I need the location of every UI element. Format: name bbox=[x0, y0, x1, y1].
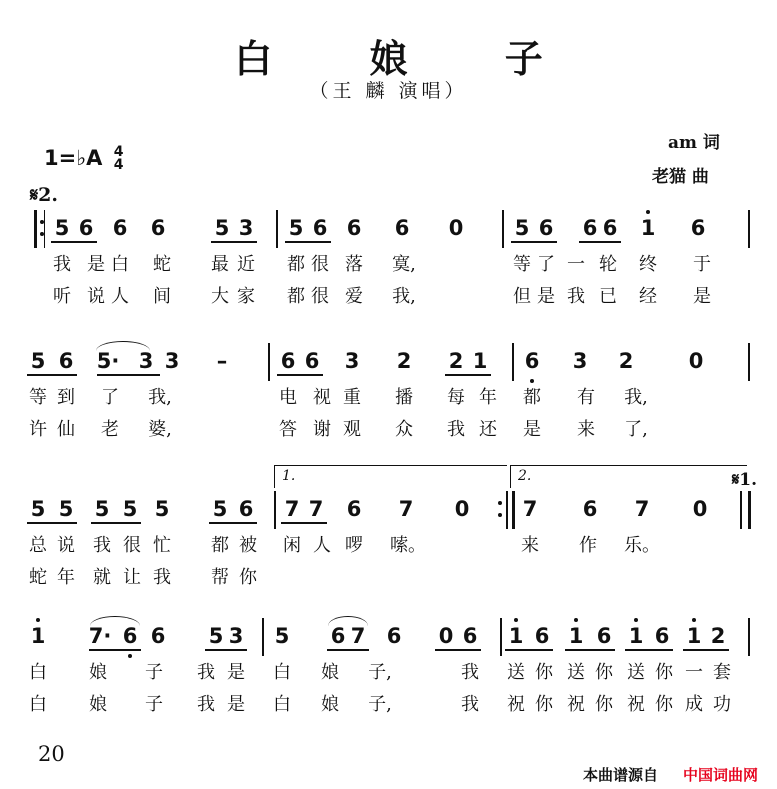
lyric-verse-1: 被 bbox=[239, 535, 257, 556]
lyric-verse-2: 许 bbox=[29, 419, 47, 440]
lyric-verse-1: 总 bbox=[29, 535, 47, 556]
note: 6 bbox=[582, 216, 598, 240]
lyric-verse-1: 嗦。 bbox=[390, 535, 426, 556]
note: 5 bbox=[212, 497, 228, 521]
lyric-verse-2: 我 bbox=[447, 419, 465, 440]
lyric-verse-1: 我 bbox=[197, 662, 215, 683]
lyric-verse-2: 白 bbox=[29, 694, 47, 715]
lyric-verse-1: 来 bbox=[521, 535, 539, 556]
note: 0 bbox=[454, 497, 470, 521]
lyric-verse-1: 人 bbox=[313, 535, 331, 556]
lyricist-credit: am 词 bbox=[668, 133, 720, 153]
note: 0 bbox=[438, 624, 454, 648]
lyric-verse-2: 已 bbox=[599, 286, 617, 307]
note: 6 bbox=[112, 216, 128, 240]
lyric-verse-2: 我 bbox=[197, 694, 215, 715]
beam-underline bbox=[565, 649, 615, 651]
beam-underline bbox=[281, 522, 327, 524]
note: 7 bbox=[308, 497, 324, 521]
barline bbox=[276, 210, 278, 248]
note: 3 bbox=[138, 349, 154, 373]
note: 6 bbox=[534, 624, 550, 648]
barline bbox=[262, 618, 264, 656]
lyric-verse-1: 都 bbox=[523, 387, 541, 408]
note: 6 bbox=[122, 624, 138, 648]
lyric-verse-2: 经 bbox=[639, 286, 657, 307]
note: 0 bbox=[448, 216, 464, 240]
octave-dot-high bbox=[692, 618, 696, 622]
page-number: 20 bbox=[38, 742, 65, 766]
lyric-verse-1: 乐。 bbox=[624, 535, 660, 556]
second-ending-bracket bbox=[510, 465, 747, 488]
note: 7 bbox=[634, 497, 650, 521]
lyric-verse-2: 仙 bbox=[57, 419, 75, 440]
note: 5 bbox=[94, 497, 110, 521]
barline bbox=[268, 343, 270, 381]
note: 6 bbox=[602, 216, 618, 240]
note: 5 bbox=[154, 497, 170, 521]
source-label: 本曲谱源自 bbox=[583, 766, 659, 784]
tie-slur bbox=[90, 616, 140, 626]
key-signature bbox=[44, 146, 123, 172]
beam-underline bbox=[27, 374, 77, 376]
beam-underline bbox=[445, 374, 491, 376]
barline bbox=[748, 343, 750, 381]
lyric-verse-2: 蛇 bbox=[29, 567, 47, 588]
lyric-verse-2: 娘 bbox=[321, 694, 339, 715]
lyric-verse-1: 终 bbox=[639, 254, 657, 275]
note: 6 bbox=[462, 624, 478, 648]
lyric-verse-1: 了 bbox=[101, 387, 119, 408]
note: 0 bbox=[692, 497, 708, 521]
note: 1 bbox=[628, 624, 644, 648]
lyric-verse-1: 寞, bbox=[392, 254, 416, 275]
beam-underline bbox=[277, 374, 323, 376]
note: 5· bbox=[96, 349, 120, 373]
lyric-verse-1: 是 bbox=[87, 254, 105, 275]
lyric-verse-1: 一 bbox=[685, 662, 703, 683]
barline bbox=[44, 210, 45, 248]
octave-dot-low bbox=[530, 379, 534, 383]
note: 2 bbox=[448, 349, 464, 373]
lyric-verse-2: 还 bbox=[479, 419, 497, 440]
note: 1 bbox=[640, 216, 656, 240]
lyric-verse-2: 是 bbox=[523, 419, 541, 440]
beam-underline bbox=[435, 649, 481, 651]
beam-underline bbox=[285, 241, 331, 243]
barline bbox=[34, 210, 37, 248]
note: 3 bbox=[238, 216, 254, 240]
lyric-verse-2: 年 bbox=[57, 567, 75, 588]
note: 7 bbox=[522, 497, 538, 521]
lyric-verse-1: 我, bbox=[148, 387, 172, 408]
repeat-dot bbox=[498, 513, 502, 517]
note: 1 bbox=[686, 624, 702, 648]
lyric-verse-1: 子, bbox=[368, 662, 392, 683]
lyric-verse-2: 你 bbox=[655, 694, 673, 715]
lyric-verse-1: 等 bbox=[29, 387, 47, 408]
composer-credit: 老猫 曲 bbox=[652, 167, 709, 187]
lyric-verse-1: 忙 bbox=[153, 535, 171, 556]
lyric-verse-2: 就 bbox=[93, 567, 111, 588]
note: 5 bbox=[54, 216, 70, 240]
lyric-verse-1: 最 bbox=[211, 254, 229, 275]
lyric-verse-2: 子, bbox=[368, 694, 392, 715]
note: 6 bbox=[524, 349, 540, 373]
lyric-verse-1: 你 bbox=[535, 662, 553, 683]
second-ending-number: 2. bbox=[518, 468, 532, 484]
beam-underline bbox=[205, 649, 247, 651]
lyric-verse-2: 你 bbox=[595, 694, 613, 715]
note: 5 bbox=[30, 349, 46, 373]
note: 1 bbox=[30, 624, 46, 648]
octave-dot-high bbox=[634, 618, 638, 622]
beam-underline bbox=[51, 241, 97, 243]
octave-dot-high bbox=[646, 210, 650, 214]
barline bbox=[512, 343, 514, 381]
lyric-verse-1: 有 bbox=[577, 387, 595, 408]
lyric-verse-1: 说 bbox=[57, 535, 75, 556]
note: 3 bbox=[228, 624, 244, 648]
note: 7 bbox=[398, 497, 414, 521]
lyric-verse-1: 年 bbox=[479, 387, 497, 408]
note: 5 bbox=[122, 497, 138, 521]
lyric-verse-2: 家 bbox=[237, 286, 255, 307]
lyric-verse-2: 成 bbox=[685, 694, 703, 715]
lyric-verse-1: 了 bbox=[537, 254, 555, 275]
lyric-verse-2: 让 bbox=[123, 567, 141, 588]
lyric-verse-1: 啰 bbox=[345, 535, 363, 556]
lyric-verse-1: 子 bbox=[145, 662, 163, 683]
beam-underline bbox=[579, 241, 621, 243]
singer-credit: （王 麟 演唱） bbox=[309, 80, 468, 102]
note: 6 bbox=[58, 349, 74, 373]
lyric-verse-2: 了, bbox=[624, 419, 648, 440]
lyric-verse-2: 你 bbox=[535, 694, 553, 715]
note: 5 bbox=[514, 216, 530, 240]
note: 6 bbox=[386, 624, 402, 648]
lyric-verse-1: 套 bbox=[713, 662, 731, 683]
note: 5 bbox=[208, 624, 224, 648]
lyric-verse-1: 你 bbox=[655, 662, 673, 683]
lyric-verse-2: 众 bbox=[395, 419, 413, 440]
lyric-verse-1: 送 bbox=[567, 662, 585, 683]
lyric-verse-1: 是 bbox=[227, 662, 245, 683]
lyric-verse-1: 我, bbox=[624, 387, 648, 408]
note: 6 bbox=[654, 624, 670, 648]
barline bbox=[748, 491, 751, 529]
lyric-verse-1: 娘 bbox=[89, 662, 107, 683]
note: 6 bbox=[346, 216, 362, 240]
repeat-dot bbox=[40, 232, 44, 236]
lyric-verse-1: 于 bbox=[693, 254, 711, 275]
lyric-verse-1: 电 bbox=[279, 387, 297, 408]
time-top: 4 bbox=[113, 144, 124, 160]
lyric-verse-1: 都 bbox=[287, 254, 305, 275]
beam-underline bbox=[89, 649, 141, 651]
lyric-verse-1: 一 bbox=[567, 254, 585, 275]
note: 5 bbox=[214, 216, 230, 240]
note: 7 bbox=[350, 624, 366, 648]
beam-underline bbox=[511, 241, 557, 243]
lyric-verse-2: 祝 bbox=[507, 694, 525, 715]
note: 6 bbox=[330, 624, 346, 648]
lyric-verse-1: 视 bbox=[313, 387, 331, 408]
beam-underline bbox=[97, 374, 160, 376]
note: 6 bbox=[394, 216, 410, 240]
lyric-verse-2: 人 bbox=[111, 286, 129, 307]
segno-end-sign: 𝄋1. bbox=[732, 470, 758, 490]
note: 3 bbox=[572, 349, 588, 373]
lyric-verse-1: 送 bbox=[627, 662, 645, 683]
note: 6 bbox=[150, 216, 166, 240]
lyric-verse-2: 说 bbox=[87, 286, 105, 307]
lyric-verse-2: 我 bbox=[153, 567, 171, 588]
lyric-verse-2: 是 bbox=[537, 286, 555, 307]
barline bbox=[512, 491, 515, 529]
lyric-verse-1: 近 bbox=[237, 254, 255, 275]
time-signature bbox=[114, 146, 124, 172]
lyric-verse-1: 娘 bbox=[321, 662, 339, 683]
lyric-verse-1: 送 bbox=[507, 662, 525, 683]
barline bbox=[502, 210, 504, 248]
lyric-verse-2: 功 bbox=[713, 694, 731, 715]
note: 0 bbox=[688, 349, 704, 373]
beam-underline bbox=[327, 649, 369, 651]
time-bottom: 4 bbox=[113, 157, 124, 173]
note: 6 bbox=[280, 349, 296, 373]
note: 3 bbox=[344, 349, 360, 373]
lyric-verse-1: 我 bbox=[461, 662, 479, 683]
note: 6 bbox=[690, 216, 706, 240]
lyric-verse-1: 重 bbox=[343, 387, 361, 408]
octave-dot-high bbox=[574, 618, 578, 622]
lyric-verse-2: 白 bbox=[273, 694, 291, 715]
lyric-verse-2: 老 bbox=[101, 419, 119, 440]
note: 7 bbox=[284, 497, 300, 521]
lyric-verse-1: 你 bbox=[595, 662, 613, 683]
note: 6 bbox=[150, 624, 166, 648]
lyric-verse-2: 子 bbox=[145, 694, 163, 715]
note: 1 bbox=[472, 349, 488, 373]
note: 6 bbox=[582, 497, 598, 521]
lyric-verse-2: 娘 bbox=[89, 694, 107, 715]
source-site: 中国词曲网 bbox=[683, 766, 759, 784]
lyric-verse-1: 每 bbox=[447, 387, 465, 408]
key-text: 1=♭A bbox=[44, 146, 103, 170]
lyric-verse-1: 我 bbox=[53, 254, 71, 275]
lyric-verse-1: 闲 bbox=[283, 535, 301, 556]
barline bbox=[274, 491, 276, 529]
lyric-verse-2: 是 bbox=[693, 286, 711, 307]
note: 6 bbox=[238, 497, 254, 521]
barline bbox=[748, 618, 750, 656]
lyric-verse-1: 落 bbox=[345, 254, 363, 275]
lyric-verse-2: 我, bbox=[392, 286, 416, 307]
lyric-verse-1: 播 bbox=[395, 387, 413, 408]
beam-underline bbox=[91, 522, 141, 524]
tie-slur bbox=[328, 616, 368, 626]
note: 2 bbox=[618, 349, 634, 373]
lyric-verse-2: 祝 bbox=[627, 694, 645, 715]
lyric-verse-1: 白 bbox=[29, 662, 47, 683]
tie-slur bbox=[96, 341, 150, 351]
first-ending-number: 1. bbox=[282, 468, 296, 484]
segno-start-sign: 𝄋2. bbox=[30, 184, 59, 206]
lyric-verse-2: 帮 bbox=[211, 567, 229, 588]
barline bbox=[748, 210, 750, 248]
lyric-verse-2: 来 bbox=[577, 419, 595, 440]
lyric-verse-1: 蛇 bbox=[153, 254, 171, 275]
lyric-verse-2: 婆, bbox=[148, 419, 172, 440]
note: 3 bbox=[164, 349, 180, 373]
beam-underline bbox=[209, 522, 257, 524]
lyric-verse-2: 爱 bbox=[345, 286, 363, 307]
lyric-verse-2: 大 bbox=[211, 286, 229, 307]
repeat-dot bbox=[498, 501, 502, 505]
beam-underline bbox=[505, 649, 553, 651]
beam-underline bbox=[625, 649, 673, 651]
lyric-verse-2: 谢 bbox=[313, 419, 331, 440]
lyric-verse-2: 观 bbox=[343, 419, 361, 440]
note: 6 bbox=[304, 349, 320, 373]
barline bbox=[740, 491, 742, 529]
note: 6 bbox=[78, 216, 94, 240]
note: 6 bbox=[312, 216, 328, 240]
lyric-verse-2: 很 bbox=[311, 286, 329, 307]
barline bbox=[500, 618, 502, 656]
note: 2 bbox=[396, 349, 412, 373]
lyric-verse-2: 答 bbox=[279, 419, 297, 440]
note: 5 bbox=[58, 497, 74, 521]
octave-dot-high bbox=[36, 618, 40, 622]
octave-dot-low bbox=[128, 654, 132, 658]
song-title: 白 娘 子 bbox=[234, 36, 585, 81]
note: – bbox=[216, 349, 228, 373]
beam-underline bbox=[683, 649, 729, 651]
note: 6 bbox=[596, 624, 612, 648]
repeat-dot bbox=[40, 220, 44, 224]
beam-underline bbox=[27, 522, 77, 524]
lyric-verse-1: 很 bbox=[311, 254, 329, 275]
note: 5 bbox=[288, 216, 304, 240]
lyric-verse-1: 到 bbox=[57, 387, 75, 408]
lyric-verse-1: 轮 bbox=[599, 254, 617, 275]
lyric-verse-2: 我 bbox=[461, 694, 479, 715]
first-ending-bracket bbox=[274, 465, 507, 488]
lyric-verse-2: 都 bbox=[287, 286, 305, 307]
lyric-verse-1: 很 bbox=[123, 535, 141, 556]
octave-dot-high bbox=[514, 618, 518, 622]
note: 2 bbox=[710, 624, 726, 648]
lyric-verse-1: 等 bbox=[513, 254, 531, 275]
lyric-verse-1: 白 bbox=[111, 254, 129, 275]
note: 7· bbox=[88, 624, 112, 648]
lyric-verse-2: 但 bbox=[513, 286, 531, 307]
beam-underline bbox=[211, 241, 257, 243]
lyric-verse-2: 你 bbox=[239, 567, 257, 588]
note: 1 bbox=[568, 624, 584, 648]
lyric-verse-1: 都 bbox=[211, 535, 229, 556]
lyric-verse-2: 间 bbox=[153, 286, 171, 307]
lyric-verse-1: 作 bbox=[579, 535, 597, 556]
lyric-verse-2: 是 bbox=[227, 694, 245, 715]
note: 6 bbox=[538, 216, 554, 240]
barline bbox=[506, 491, 508, 529]
lyric-verse-2: 我 bbox=[567, 286, 585, 307]
lyric-verse-1: 我 bbox=[93, 535, 111, 556]
note: 5 bbox=[274, 624, 290, 648]
lyric-verse-1: 白 bbox=[273, 662, 291, 683]
note: 6 bbox=[346, 497, 362, 521]
lyric-verse-2: 听 bbox=[53, 286, 71, 307]
note: 5 bbox=[30, 497, 46, 521]
note: 1 bbox=[508, 624, 524, 648]
lyric-verse-2: 祝 bbox=[567, 694, 585, 715]
